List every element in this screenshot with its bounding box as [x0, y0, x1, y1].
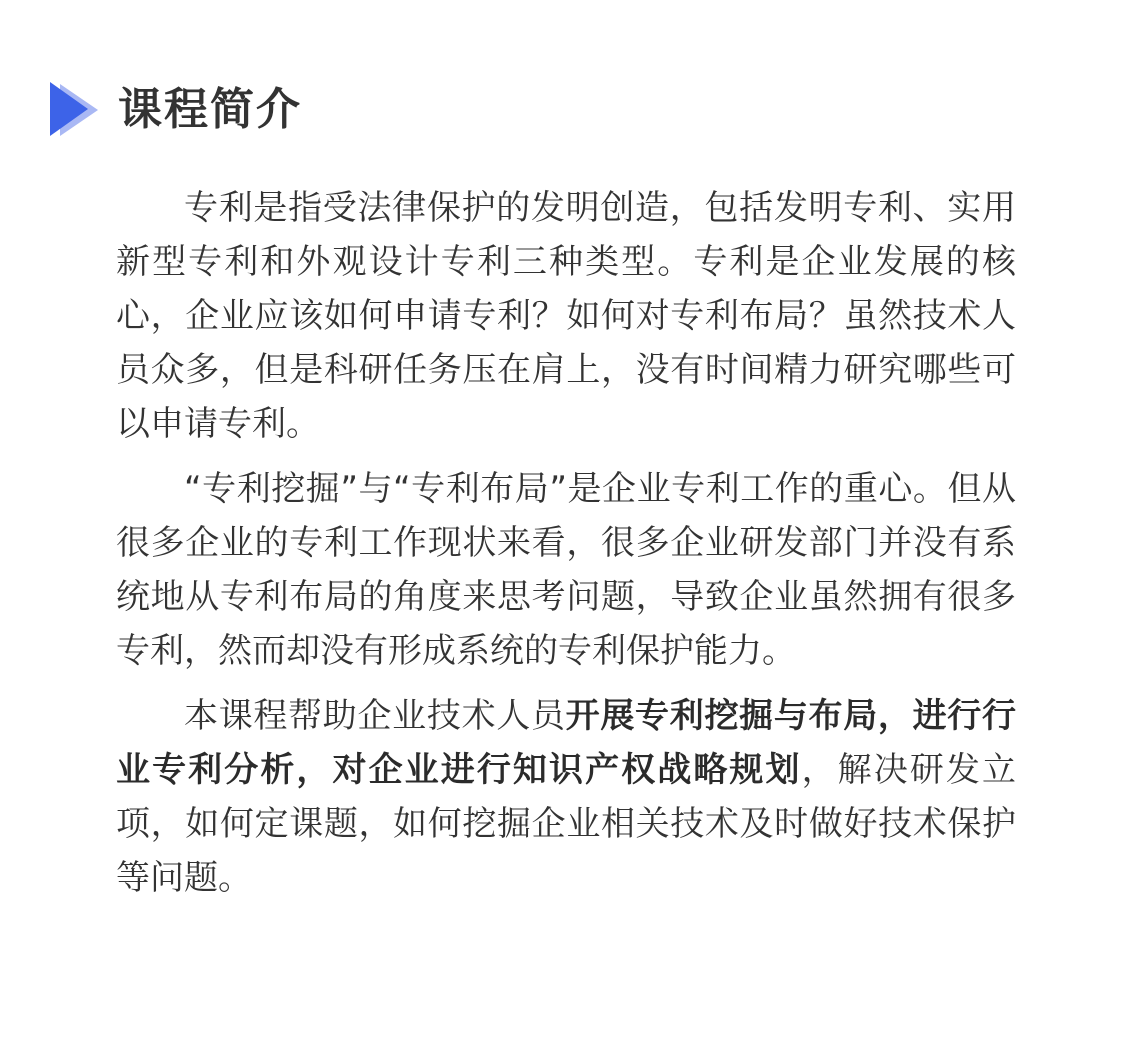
paragraph-3-intro: 本课程帮助企业技术人员: [184, 696, 566, 736]
paragraph-2: “专利挖掘”与“专利布局”是企业专利工作的重心。但从很多企业的专利工作现状来看，很多企业研发部门并没有系统地从专利布局的角度来思考问题，导致企业虽然拥有很多专利，然而却没有形成系统的专利保护能力。: [116, 469, 1016, 671]
paragraph-3-highlight: 开展专利挖掘与布局，进行行业专利分析，对企业进行知识产权战略规划: [116, 696, 1017, 790]
section-title: 课程简介: [118, 84, 302, 135]
course-intro-body: [116, 181, 1016, 916]
paragraph-1: 专利是指受法律保护的发明创造，包括发明专利、实用新型专利和外观设计专利三种类型。专利是企业发展的核心，企业应该如何申请专利？如何对专利布局？虽然技术人员众多，但是科研任务压在肩上，没有时间精力研究哪些可以申请专利。: [116, 188, 1016, 444]
paragraph-3-rest: ，解决研发立项，如何定课题，如何挖掘企业相关技术及时做好技术保护等问题。: [116, 750, 1017, 898]
paragraph-3: [116, 689, 1016, 905]
section-header: [50, 78, 302, 142]
play-arrow-icon: [50, 80, 98, 140]
